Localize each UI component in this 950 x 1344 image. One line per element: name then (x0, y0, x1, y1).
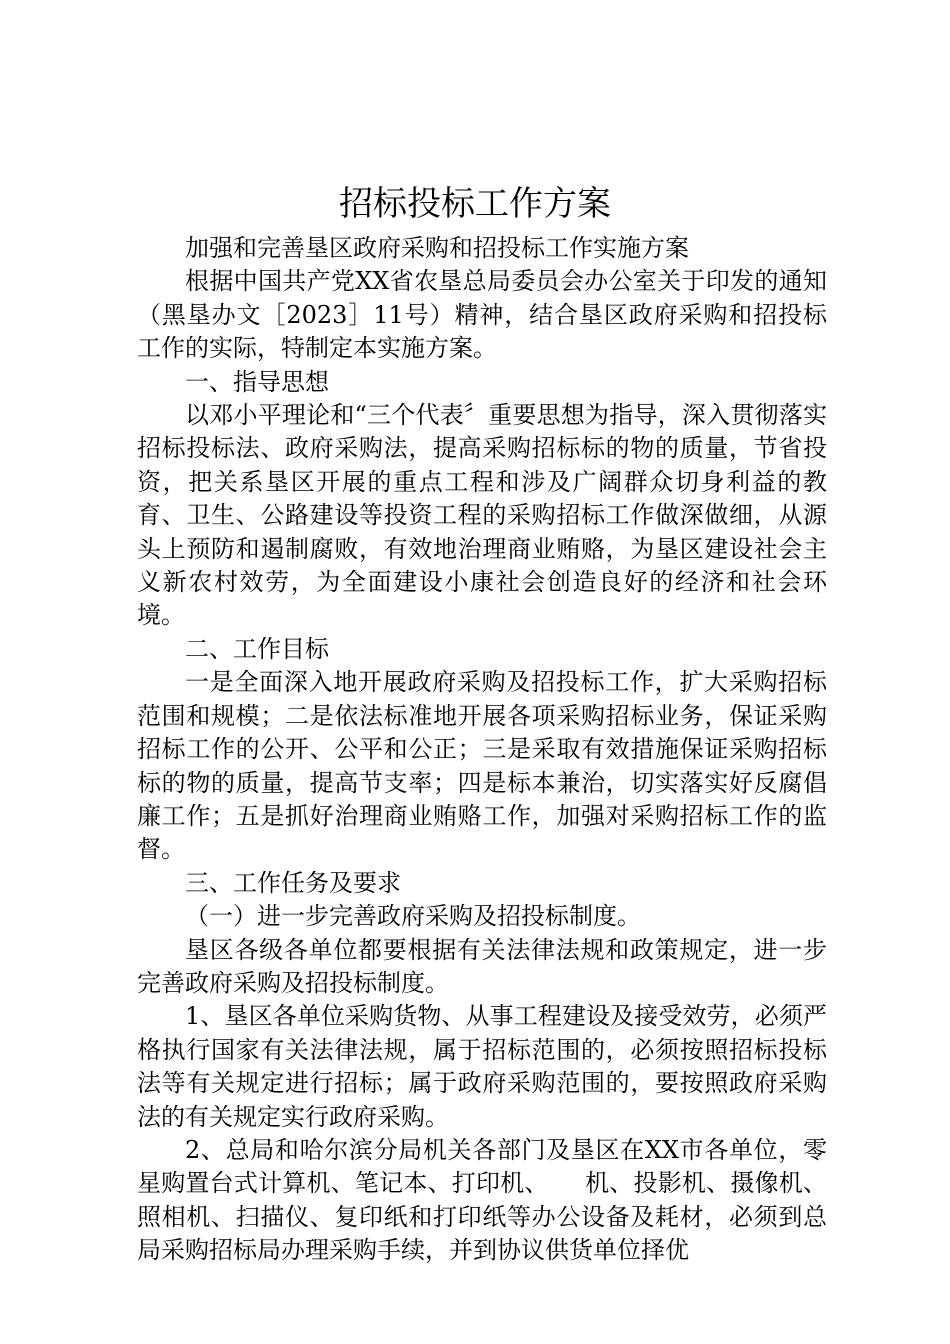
subsection-heading-improve-system: （一）进一步完善政府采购及招投标制度。 (185, 902, 641, 931)
paragraph-item-1: 1、垦区各单位采购货物、从事工程建设及接受效劳，必须严格执行国家有关法律法规，属于招标范围的，必须按照招标投标法等有关规定进行招标；属于政府采购范围的，要按照政府采购法的有关规定实行政府采购。 (137, 1002, 827, 1131)
document-body (137, 232, 827, 1268)
section-heading-guiding-ideology: 一、指导思想 (185, 367, 329, 396)
paragraph-work-goals: 一是全面深入地开展政府采购及招投标工作，扩大采购招标范围和规模；二是依法标准地开展各项采购招标业务，保证采购招标工作的公开、公平和公正；三是采取有效措施保证采购招标标的物的质量，提高节支率；四是标本兼治，切实落实好反腐倡廉工作；五是抓好治理商业贿赂工作，加强对采购招标工作的监督。 (137, 668, 827, 864)
document-title: 招标投标工作方案 (339, 184, 611, 224)
paragraph-subtitle: 加强和完善垦区政府采购和招投标工作实施方案 (185, 234, 689, 262)
section-heading-work-goals: 二、工作目标 (185, 634, 329, 663)
paragraph-improve-system: 垦区各级各单位都要根据有关法律法规和政策规定，进一步完善政府采购及招投标制度。 (137, 935, 827, 997)
section-heading-tasks: 三、工作任务及要求 (185, 868, 401, 897)
paragraph-item-2: 2、总局和哈尔滨分局机关各部门及垦区在XX市各单位，零星购置台式计算机、笔记本、打印机、 机、投影机、摄像机、照相机、扫描仪、复印纸和打印纸等办公设备及耗材，必须到总局采购招标局办理采购手续，并到协议供货单位择优 (137, 1135, 827, 1265)
paragraph-basis: 根据中国共产党XX省农垦总局委员会办公室关于印发的通知（黑垦办文［2023］11号）精神，结合垦区政府采购和招投标工作的实际，特制定本实施方案。 (137, 267, 827, 363)
paragraph-guiding-ideology: 以邓小平理论和“三个代表〞重要思想为指导，深入贯彻落实招标投标法、政府采购法，提高采购招标标的物的质量，节省投资，把关系垦区开展的重点工程和涉及广阔群众切身利益的教育、卫生、公路建设等投资工程的采购招标工作做深做细，从源头上预防和遏制腐败，有效地治理商业贿赂，为垦区建设社会主义新农村效劳，为全面建设小康社会创造良好的经济和社会环境。 (137, 401, 827, 630)
